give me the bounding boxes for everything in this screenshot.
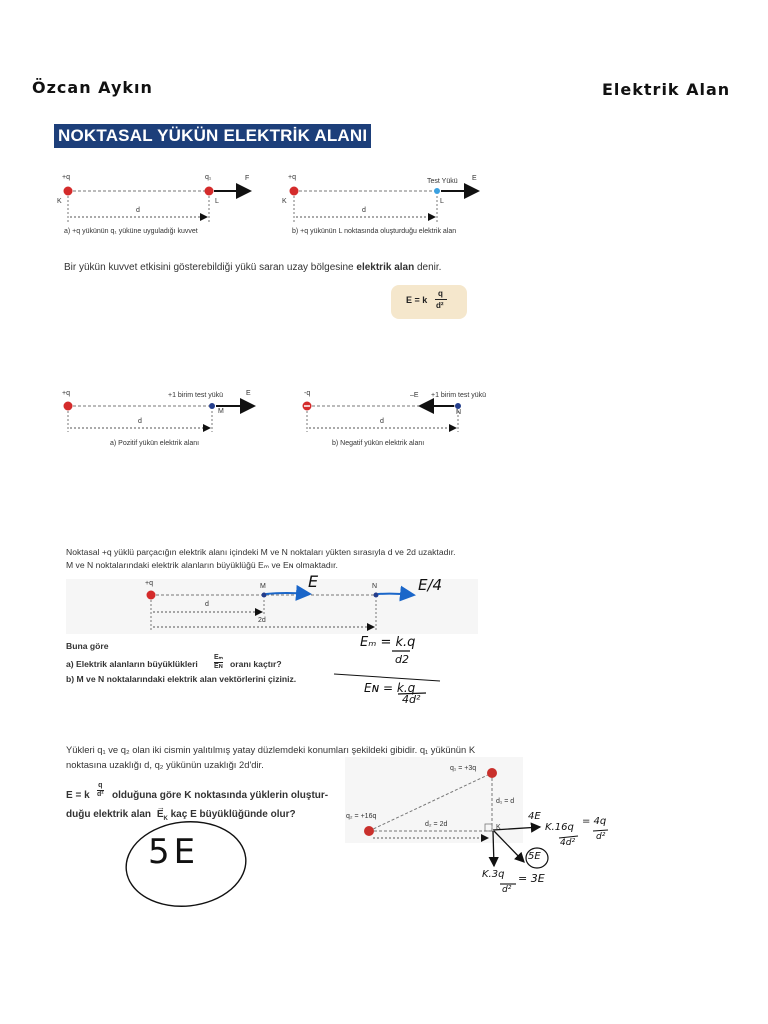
fig1b-e-label: E bbox=[472, 175, 477, 182]
fig1a-caption: a) +q yükünün q₁ yüküne uyguladığı kuvvet bbox=[64, 228, 198, 235]
q2-d1-label: d₁ = d bbox=[496, 798, 515, 805]
fig2a-test-label: +1 birim test yükü bbox=[168, 392, 224, 399]
hw-4e: 4E bbox=[528, 811, 541, 822]
hw-en-formula: Eɴ = k.q bbox=[364, 681, 416, 695]
fig2b-test-label: +1 birim test yükü bbox=[431, 392, 487, 399]
q2-line3: E = k q d² olduğuna göre K noktasında yüklerin oluştur- bbox=[66, 782, 329, 801]
hw-k16q-den: 4d² bbox=[560, 838, 576, 848]
q1-2d-label: 2d bbox=[258, 617, 266, 624]
fig1b-charge-dot bbox=[290, 187, 299, 196]
formula-box bbox=[391, 285, 467, 319]
fig2a-d-label: d bbox=[138, 418, 142, 425]
hw-em-den: d2 bbox=[395, 653, 409, 666]
fig1b-charge-label: +q bbox=[288, 174, 296, 181]
formula-lhs: E = k bbox=[406, 295, 428, 305]
hw-k16q: K.16q bbox=[545, 822, 574, 833]
q1-m-dot bbox=[262, 593, 267, 598]
q2-line2: noktasına uzaklığı d, q₂ yükünün uzaklığı 2d'dir. bbox=[66, 759, 264, 770]
hw-e-label: E bbox=[308, 572, 319, 591]
q2-line1: Yükleri q₁ ve q₂ olan iki cismin yalıtılmış yatay düzlemdeki konumları şekildeki gibidir. q₁ yükünün K bbox=[66, 744, 476, 755]
q1-line1: Noktasal +q yüklü parçacığın elektrik alanı içindeki M ve N noktaları yükten sırasıyla d ve 2d uzaktadır. bbox=[66, 547, 456, 557]
fig1a-charge-dot bbox=[64, 187, 73, 196]
fig1a-f-label: F bbox=[245, 175, 250, 182]
fig1b-caption: b) +q yükünün L noktasında oluşturduğu elektrik alan bbox=[292, 228, 457, 235]
fig1b-d-label: d bbox=[362, 207, 366, 214]
q1-charge-dot bbox=[147, 591, 156, 600]
q2-q1-label: q₁ = +3q bbox=[450, 765, 477, 772]
hw-eq: = 4q bbox=[582, 816, 607, 827]
fig1b-k-label: K bbox=[282, 198, 287, 205]
fig1b-test-dot bbox=[434, 188, 440, 194]
q1-charge-label: +q bbox=[145, 580, 153, 587]
hw-e4-label: E/4 bbox=[418, 576, 443, 594]
hw-answer-text: 5E bbox=[148, 832, 200, 872]
hw-5e: 5E bbox=[528, 851, 541, 862]
fig2a-e-label: E bbox=[246, 390, 251, 397]
fig1a-d-label: d bbox=[136, 207, 140, 214]
q2-d2-label: d₂ = 2d bbox=[425, 821, 448, 828]
fig2b-charge-label: -q bbox=[304, 390, 311, 397]
q1-part-b: b) M ve N noktalarındaki elektrik alan vektörlerini çiziniz. bbox=[66, 674, 297, 684]
q1-n-dot bbox=[374, 593, 379, 598]
fig2a-charge-label: +q bbox=[62, 390, 70, 397]
q2-k-label: K bbox=[496, 824, 501, 831]
q1-buna: Buna göre bbox=[66, 641, 109, 651]
hw-eq-den: d² bbox=[596, 832, 606, 842]
fig2b-d-label: d bbox=[380, 418, 384, 425]
q1-part-a: a) Elektrik alanların büyüklükleri Eₘ Eɴ oranı kaçtır? bbox=[66, 654, 282, 670]
hw-3e: = 3E bbox=[518, 872, 545, 885]
definition-text: Bir yükün kuvvet etkisini gösterebildiği yükü saran uzay bölgesine elektrik alan denir. bbox=[64, 262, 442, 273]
fig1a-k-label: K bbox=[57, 198, 62, 205]
fig1a-q1-label: q₁ bbox=[205, 174, 212, 181]
fig2a-caption: a) Pozitif yükün elektrik alanı bbox=[110, 440, 200, 447]
q1-n-label: N bbox=[372, 583, 378, 590]
topic-title: Elektrik Alan bbox=[602, 80, 731, 99]
fig1a-q1-dot bbox=[205, 187, 214, 196]
q1-line2: M ve N noktalarındaki elektrik alanların büyüklüğü Eₘ ve Eɴ olmaktadır. bbox=[66, 560, 338, 570]
fig2b-e-label: –E bbox=[410, 392, 419, 399]
fig2b-n-label: N bbox=[456, 409, 462, 416]
q2-line4: duğu elektrik alan → $E_K$ kaç E büyüklüğünde olur? bbox=[66, 803, 296, 822]
section-title: NOKTASAL YÜKÜN ELEKTRİK ALANI bbox=[54, 124, 371, 148]
fig1a-charge-label: +q bbox=[62, 174, 70, 181]
fig2b-caption: b) Negatif yükün elektrik alanı bbox=[332, 440, 425, 447]
fig2a-m-dot bbox=[209, 403, 215, 409]
q1-m-label: M bbox=[260, 583, 266, 590]
q1-d-label: d bbox=[205, 601, 209, 608]
hw-k3q: K.3q bbox=[482, 869, 505, 880]
hw-en-den: 4d² bbox=[402, 693, 421, 706]
q2-q2-dot bbox=[364, 826, 374, 836]
fig1a-l-label: L bbox=[215, 198, 219, 205]
fig2a-charge-dot bbox=[64, 402, 73, 411]
q2-q2-label: q₂ = +16q bbox=[346, 813, 377, 820]
hw-em-formula: Eₘ = k.q bbox=[360, 635, 416, 650]
fig2a-m-label: M bbox=[218, 408, 224, 415]
formula-num: q bbox=[438, 289, 443, 298]
fig1b-test-label: Test Yükü bbox=[427, 178, 458, 185]
fig1b-l-label: L bbox=[440, 198, 444, 205]
hw-k3q-den: d² bbox=[502, 885, 512, 895]
hw-separator bbox=[334, 674, 440, 681]
q2-q1-dot bbox=[487, 768, 497, 778]
formula-den: d² bbox=[436, 301, 444, 310]
q1-em-vector bbox=[266, 593, 310, 594]
author-name: Özcan Aykın bbox=[32, 78, 153, 97]
